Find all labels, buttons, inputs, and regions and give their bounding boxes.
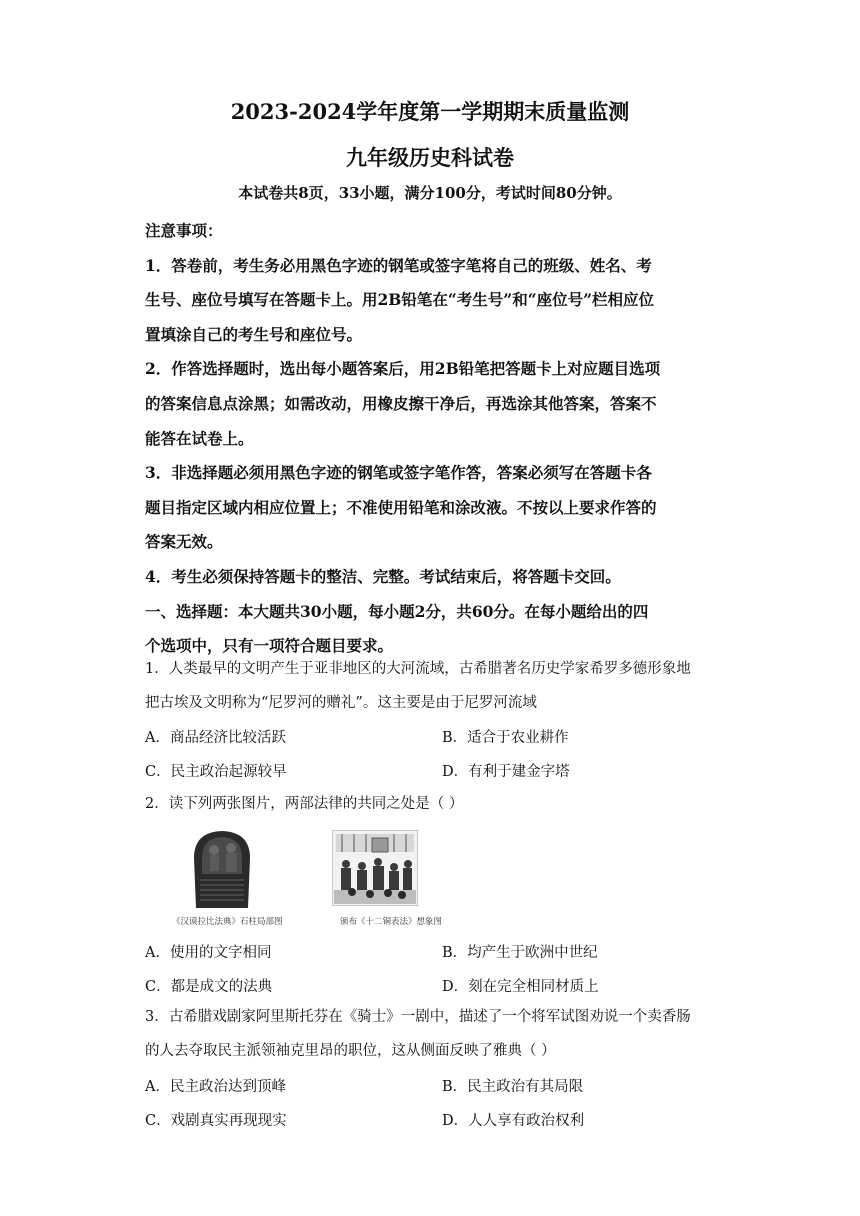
option-c: C．民主政治起源较早	[145, 764, 287, 780]
notes-line: 2．作答选择题时，选出每小题答案后，用2B铅笔把答题卡上对应题目选项	[145, 359, 661, 379]
question-stem-line: 3．古希腊戏剧家阿里斯托芬在《骑士》一剧中，描述了一个将军试图劝说一个卖香肠	[145, 1009, 691, 1025]
section-heading-line: 一、选择题：本大题共30小题，每小题2分，共60分。在每小题给出的四	[145, 601, 649, 621]
notes-line: 3．非选择题必须用黑色字迹的钢笔或签字笔作答，答案必须写在答题卡各	[145, 463, 652, 483]
option-d: D．刻在完全相同材质上	[442, 979, 599, 995]
notes-line: 1．答卷前，考生务必用黑色字迹的钢笔或签字笔将自己的班级、姓名、考	[145, 255, 652, 275]
option-a: A．使用的文字相同	[145, 945, 272, 961]
notes-line: 答案无效。	[145, 532, 223, 552]
notes-line: 能答在试卷上。	[145, 428, 254, 448]
question-1-stem	[145, 652, 725, 720]
stone-stele-image	[186, 828, 258, 910]
notes-line: 4．考生必须保持答题卡的整洁、完整。考试结束后，将答题卡交回。	[145, 566, 621, 586]
exam-subtitle: 九年级历史科试卷	[346, 145, 514, 170]
notes-heading: 注意事项：	[145, 221, 223, 240]
question-stem-line: 2．读下列两张图片，两部法律的共同之处是（ ）	[145, 796, 464, 812]
option-d: D．人人享有政治权利	[442, 1113, 585, 1129]
notes-section	[145, 214, 720, 664]
option-c: C．戏剧真实再现现实	[145, 1113, 287, 1129]
option-d: D．有利于建金字塔	[442, 764, 570, 780]
question-stem-line: 把古埃及文明称为“尼罗河的赠礼”。这主要是由于尼罗河流域	[145, 695, 537, 711]
question-2-figures	[172, 828, 452, 928]
exam-meta: 本试卷共8页，33小题，满分100分，考试时间80分钟。	[238, 184, 622, 202]
figure-caption: 颁布《十二铜表法》想象图	[340, 917, 443, 927]
question-3-stem	[145, 1000, 725, 1068]
question-stem-line: 的人去夺取民主派领袖克里昂的职位，这从侧面反映了雅典（ ）	[145, 1043, 556, 1059]
figure-caption: 《汉谟拉比法典》石柱局部图	[172, 917, 283, 927]
exam-title: 2023-2024学年度第一学期期末质量监测	[230, 99, 630, 124]
bronze-tables-scene-image	[332, 830, 418, 906]
option-c: C．都是成文的法典	[145, 979, 273, 995]
option-a: A．商品经济比较活跃	[145, 730, 286, 746]
option-b: B．民主政治有其局限	[442, 1079, 584, 1095]
question-stem-line: 1．人类最早的文明产生于亚非地区的大河流域，古希腊著名历史学家希罗多德形象地	[145, 661, 691, 677]
notes-line: 置填涂自己的考生号和座位号。	[145, 324, 363, 344]
notes-line: 生号、座位号填写在答题卡上。用2B铅笔在“考生号”和“座位号”栏相应位	[145, 290, 655, 310]
option-a: A．民主政治达到顶峰	[145, 1079, 286, 1095]
notes-line: 题目指定区域内相应位置上；不准使用铅笔和涂改液。不按以上要求作答的	[145, 497, 657, 517]
question-2-stem	[145, 787, 725, 821]
option-b: B．均产生于欧洲中世纪	[442, 945, 598, 961]
section-heading-line: 个选项中，只有一项符合题目要求。	[145, 636, 394, 656]
notes-line: 的答案信息点涂黑；如需改动，用橡皮擦干净后，再选涂其他答案，答案不	[145, 393, 657, 413]
option-b: B．适合于农业耕作	[442, 730, 569, 746]
